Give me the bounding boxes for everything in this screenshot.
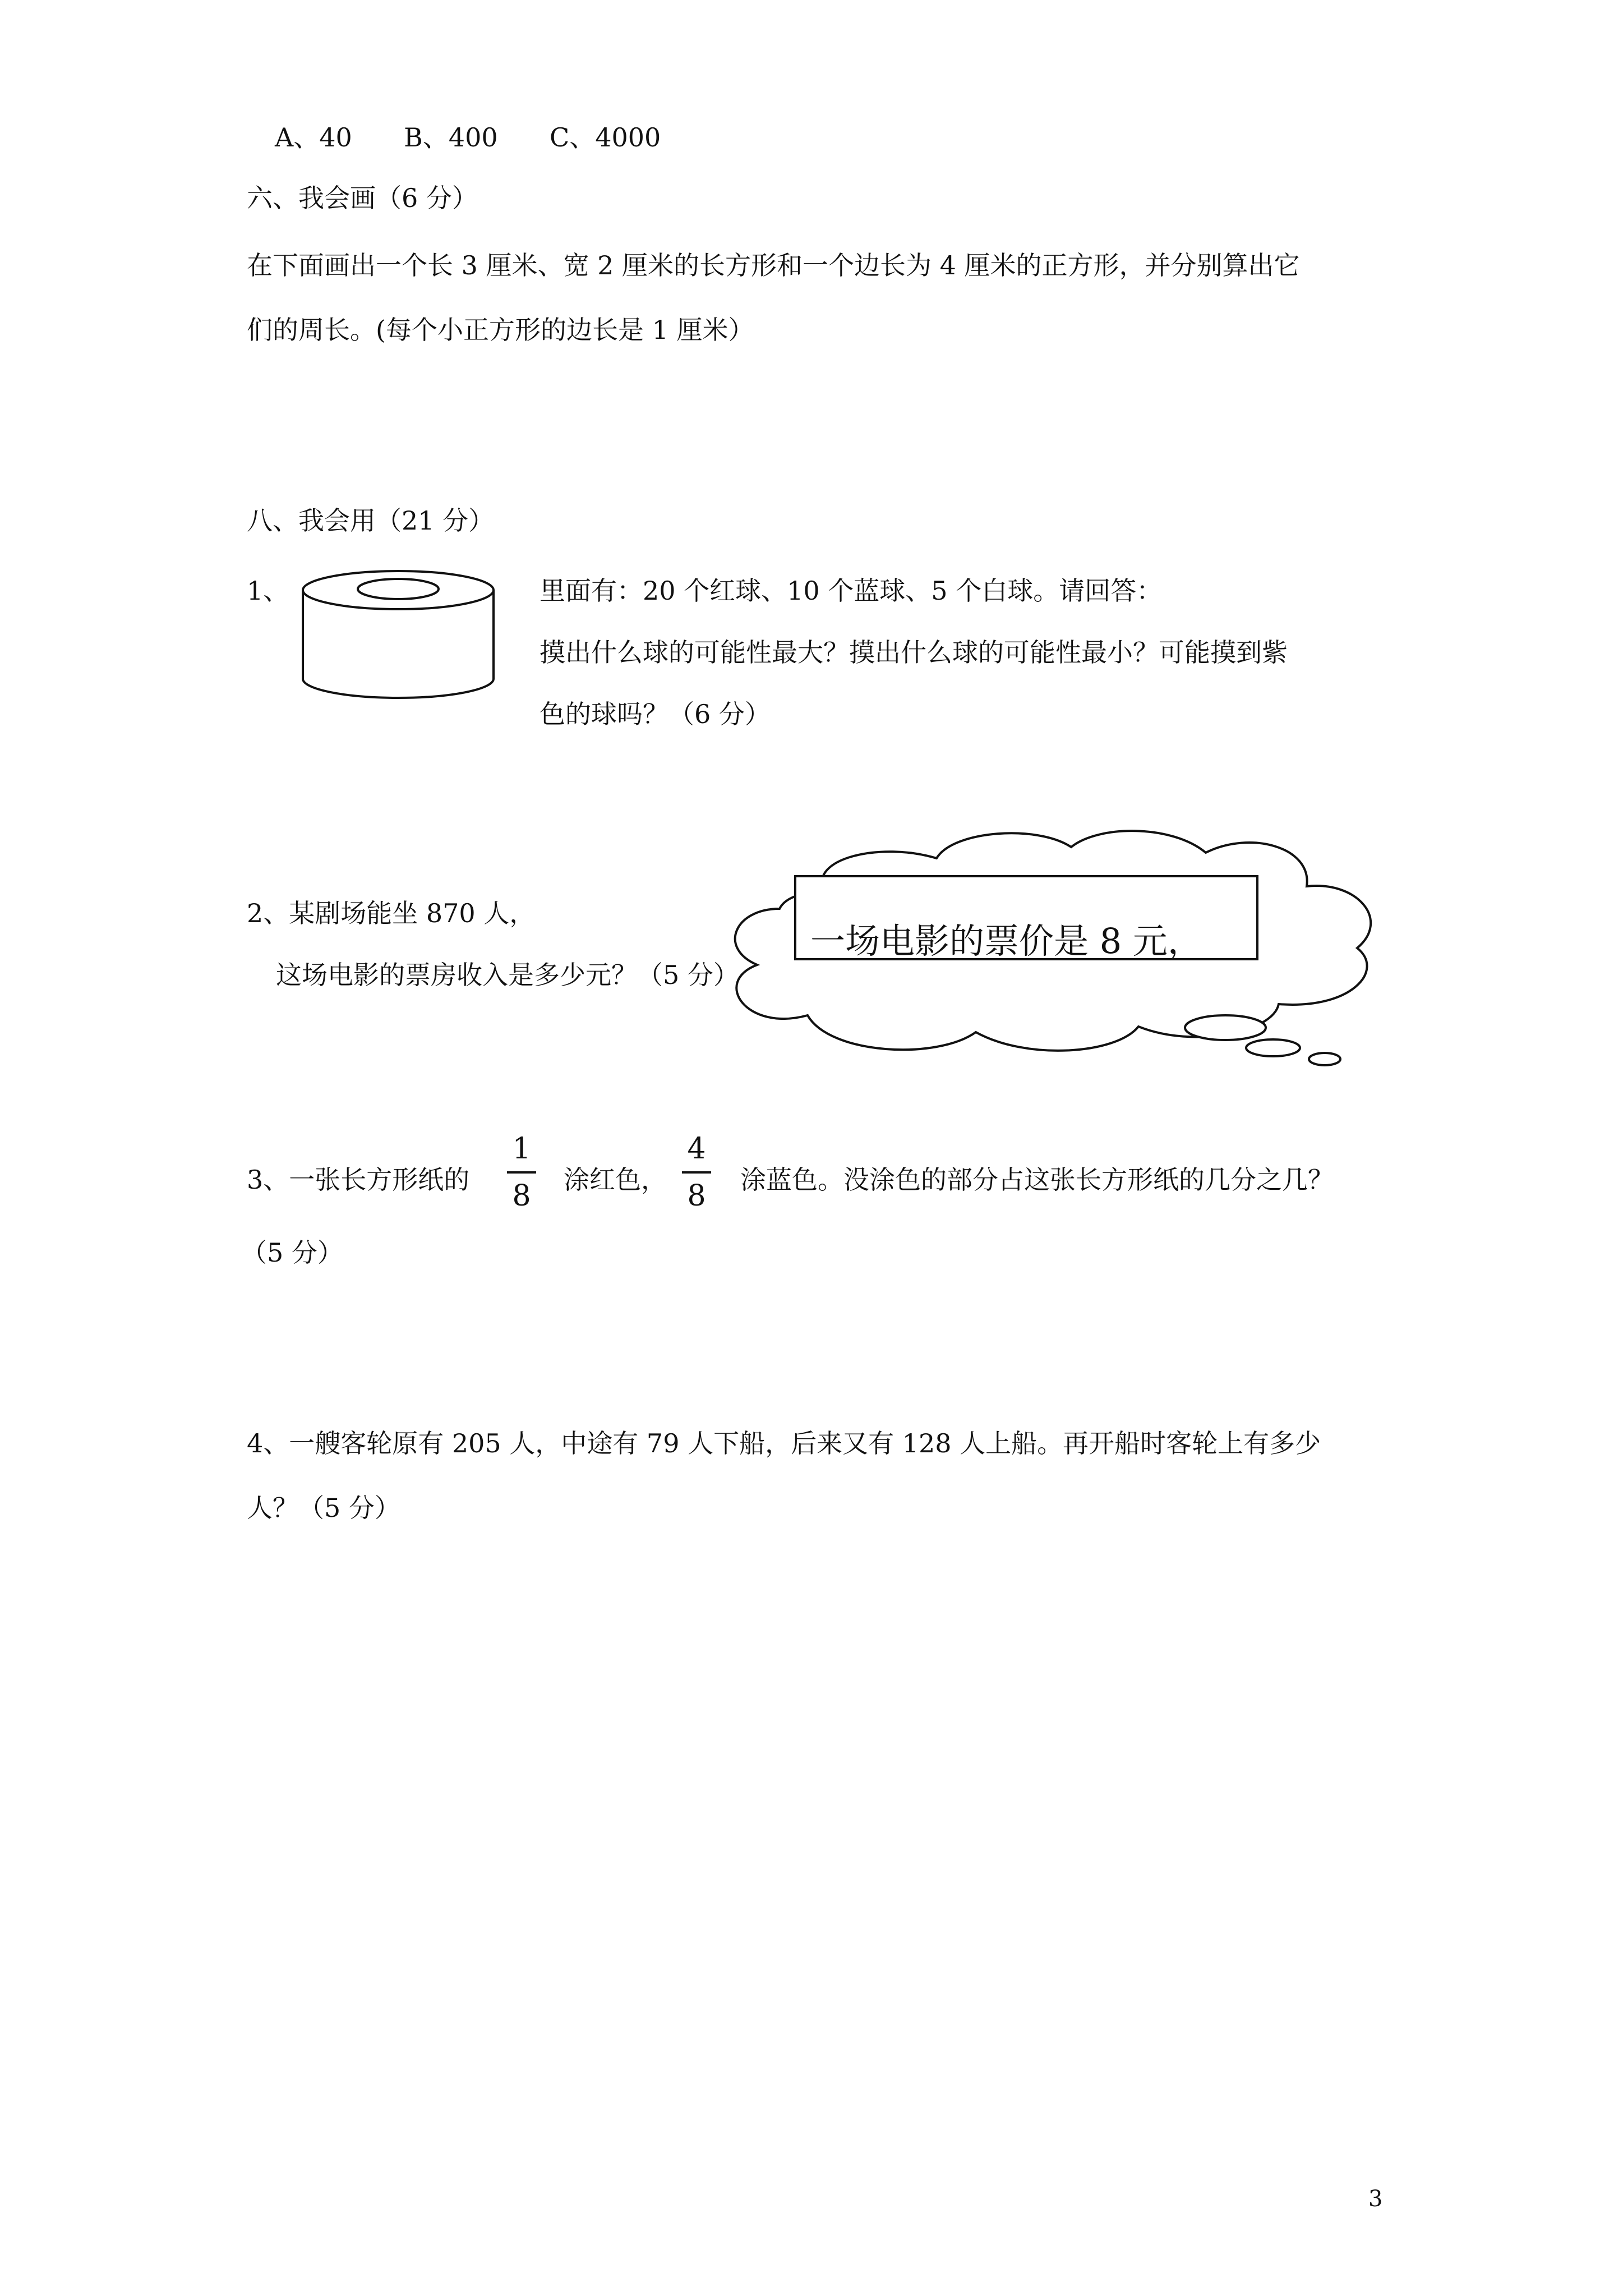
q3-prefix: 3、一张长方形纸的: [247, 1165, 470, 1195]
q4-line1: 4、一艘客轮原有 205 人，中途有 79 人下船，后来又有 128 人上船。再开船时客轮上有多少: [247, 1428, 1321, 1458]
q1-line1: 里面有：20 个红球、10 个蓝球、5 个白球。请回答：: [540, 576, 1163, 606]
ball-box-illustration: [292, 567, 505, 707]
section6-heading: 六、我会画（6 分）: [247, 183, 478, 213]
fraction-one-eighth: [505, 1134, 538, 1211]
fraction-bar: [507, 1171, 536, 1174]
option-c: C、4000: [550, 122, 661, 153]
fraction-bar: [682, 1171, 711, 1174]
q1-number: 1、: [247, 576, 289, 606]
fraction-denominator: 8: [512, 1179, 531, 1213]
q2-line2: 这场电影的票房收入是多少元？（5 分）: [276, 960, 739, 990]
q1-line3: 色的球吗？（6 分）: [540, 699, 771, 729]
fraction-denominator: 8: [687, 1179, 706, 1213]
q3-score: （5 分）: [241, 1237, 343, 1268]
bubble-ticket-price: 一场电影的票价是 8 元，: [810, 921, 1202, 961]
page-number: 3: [1368, 2186, 1383, 2212]
fraction-numerator: 4: [687, 1132, 706, 1166]
fraction-numerator: 1: [512, 1132, 531, 1166]
option-a: A、40: [275, 122, 352, 153]
section6-line1: 在下面画出一个长 3 厘米、宽 2 厘米的长方形和一个边长为 4 厘米的正方形，并分别算出它: [247, 250, 1300, 280]
q2-line1: 2、某剧场能坐 870 人，: [247, 898, 536, 928]
q4-line2: 人？（5 分）: [247, 1493, 400, 1523]
section6-line2: 们的周长。(每个小正方形的边长是 1 厘米）: [247, 315, 754, 345]
option-b: B、400: [404, 122, 498, 153]
q3-middle: 涂红色，: [564, 1165, 667, 1195]
section8-heading: 八、我会用（21 分）: [247, 505, 495, 536]
q3-suffix: 涂蓝色。没涂色的部分占这张长方形纸的几分之几？: [740, 1165, 1334, 1195]
q1-line2: 摸出什么球的可能性最大？摸出什么球的可能性最小？可能摸到紫: [540, 637, 1288, 668]
fraction-four-eighths: [680, 1134, 713, 1211]
